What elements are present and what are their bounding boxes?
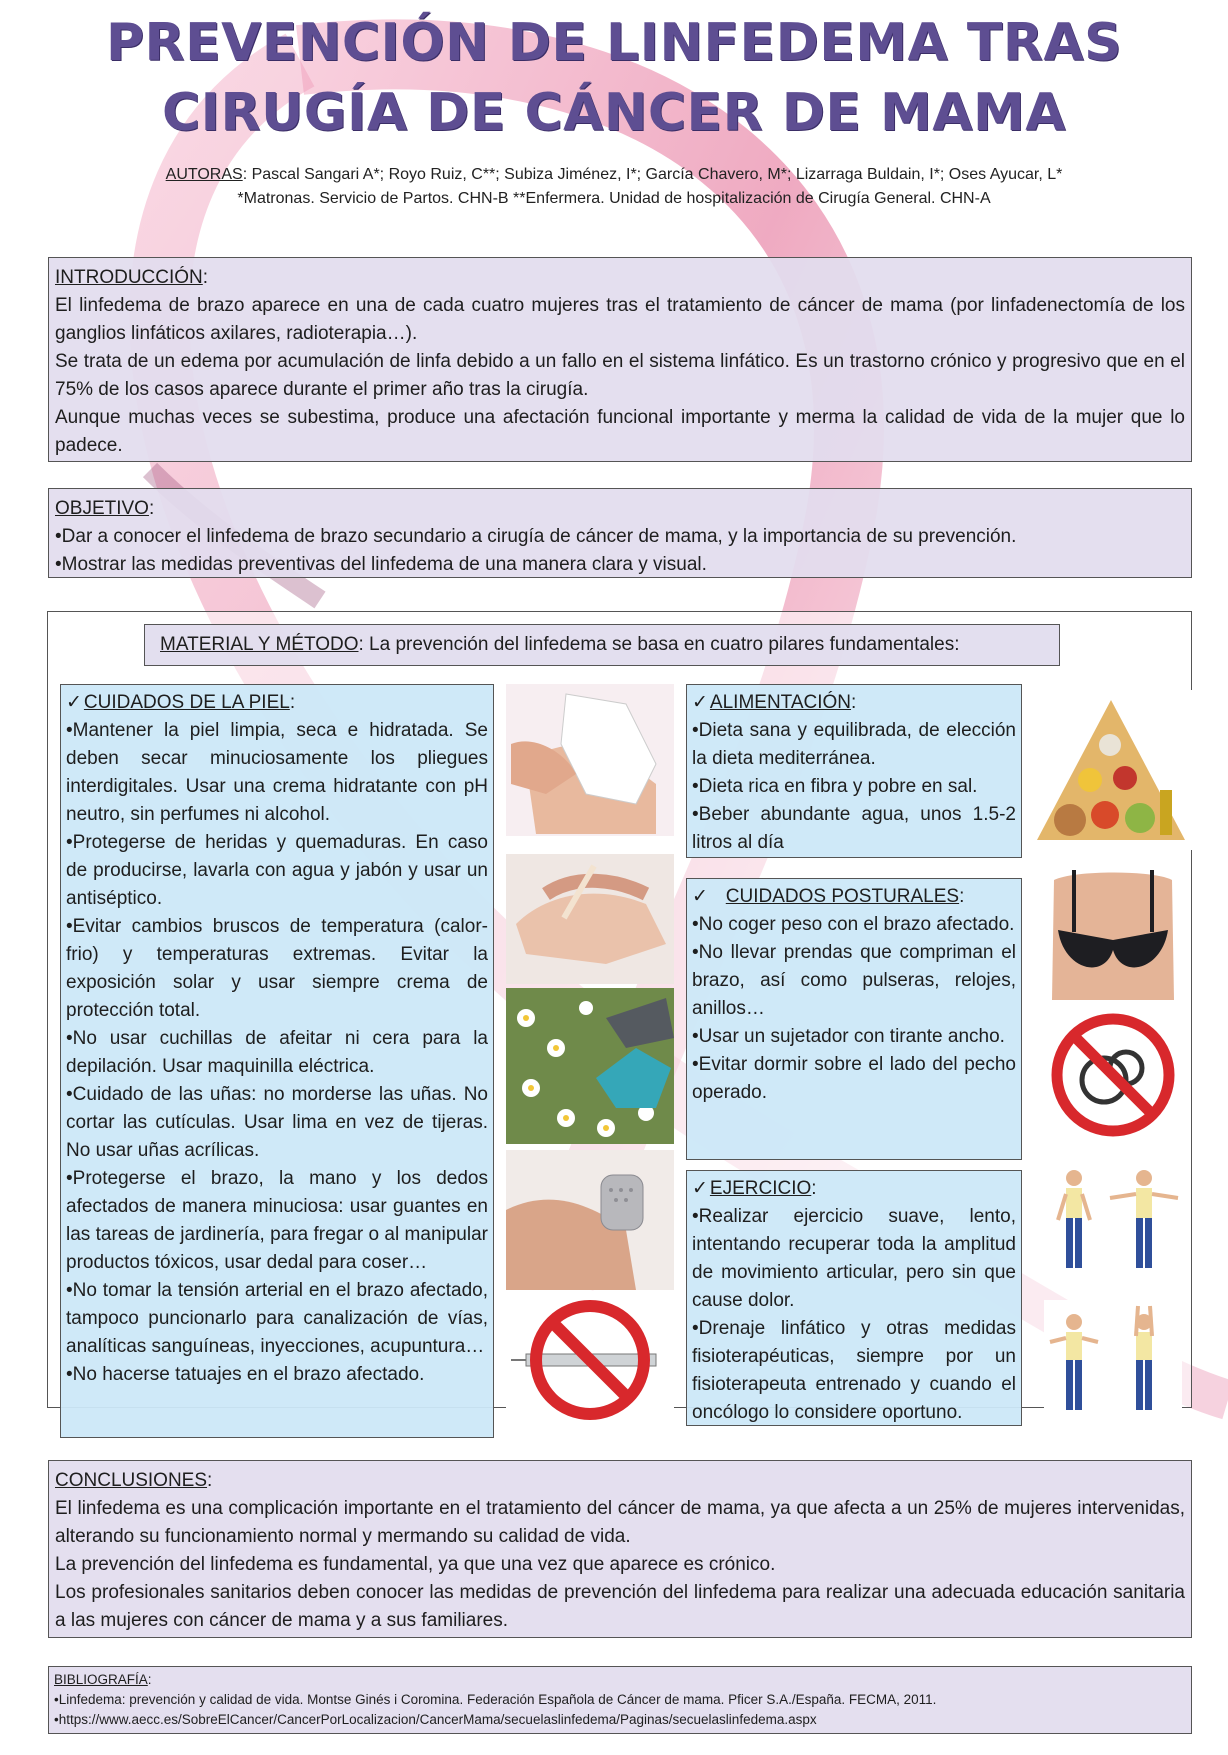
hands-towel-photo bbox=[506, 684, 674, 836]
check-icon: ✓ bbox=[692, 1178, 708, 1199]
introduccion-panel: INTRODUCCIÓN: El linfedema de brazo aparece en una de cada cuatro mujeres tras el tratamiento de cáncer de mama (por linfadenectomía de los ganglios linfáticos axilares, radioterapia…). Se trata de un edema por acumulación de linfa debido a un fallo en el sistema linfático. Es un trastorno crónico y progresivo que en el 75% de los casos aparece durante el primer año tras la cirugía. Aunque muchas veces se subestima, produce una afectación funcional importante y merma la calidad de vida de la mujer que lo padece. bbox=[48, 257, 1192, 462]
list-item: •No usar cuchillas de afeitar ni cera para la depilación. Usar maquinilla eléctrica. bbox=[66, 1028, 488, 1077]
check-icon: ✓ bbox=[692, 692, 708, 713]
arm-exercise-figures-2 bbox=[1044, 1300, 1182, 1424]
arm-exercise-figures-1 bbox=[1044, 1160, 1182, 1284]
authors-line bbox=[0, 163, 1228, 187]
bibliografia-heading: BIBLIOGRAFÍA bbox=[54, 1672, 148, 1687]
conclusiones-paragraph: El linfedema es una complicación importante en el tratamiento del cáncer de mama, ya que afecta a un 25% de mujeres intervenidas, alterando su funcionamiento normal y mermando su calidad de vida. bbox=[55, 1498, 1185, 1547]
conclusiones-paragraph: Los profesionales sanitarios deben conocer las medidas de prevención del linfedema para realizar una adecuada educación sanitaria a las mujeres con cáncer de mama y a sus familiares. bbox=[55, 1582, 1185, 1631]
introduccion-paragraph: Se trata de un edema por acumulación de linfa debido a un fallo en el sistema linfático. Es un trastorno crónico y progresivo que en el 75% de los casos aparece durante el primer año tras la cirugía. bbox=[55, 351, 1185, 400]
bibliografia-url[interactable]: •https://www.aecc.es/SobreElCancer/CancerPorLocalizacion/CancerMama/secuelaslinfedema/Paginas/secuelaslinfedema.aspx bbox=[54, 1712, 817, 1727]
list-item: •No llevar prendas que compriman el brazo, así como pulseras, relojes, anillos… bbox=[692, 942, 1016, 1019]
objetivo-heading: OBJETIVO bbox=[55, 498, 149, 519]
list-item: •Usar un sujetador con tirante ancho. bbox=[692, 1026, 1005, 1047]
cuidados-piel-panel: ✓ CUIDADOS DE LA PIEL: •Mantener la piel limpia, seca e hidratada. Se deben secar minuciosamente los pliegues interdigitales. Usar una crema hidratante con pH neutro, sin perfumes ni alcohol. •Protegerse de heridas y quemaduras. En caso de producirse, lavarla con agua y jabón y usar un antiséptico. •Evitar cambios bruscos de temperatura (calor-frio) y temperaturas extremas. Evitar la exposición solar y usar siempre crema de protección total. •No usar cuchillas de afeitar ni cera para la depilación. Usar maquinilla eléctrica. •Cuidado de las uñas: no morderse las uñas. No cortar las cutículas. Usar lima en vez de tijeras. No usar uñas acrílicas. •Protegerse el brazo, la mano y los dedos afectados de manera minuciosa: usar guantes en las tareas de jardinería, para fregar o al manipular productos tóxicos, usar dedal para coser… •No tomar la tensión arterial en el brazo afectado, tampoco puncionarlo para canalización de vías, analíticas sanguíneas, inyecciones, acupuntura… •No hacerse tatuajes en el brazo afectado. bbox=[60, 684, 494, 1438]
ejercicio-panel: ✓ EJERCICIO: •Realizar ejercicio suave, lento, intentando recuperar toda la amplitud de movimiento articular, pero sin que cause dolor. •Drenaje linfático y otras medidas fisioterapéuticas, siempre por un fisioterapeuta entrenado y cuando el oncólogo lo considere oportuno. bbox=[686, 1170, 1022, 1426]
bra-photo bbox=[1044, 870, 1182, 1000]
list-item: •Dieta rica en fibra y pobre en sal. bbox=[692, 776, 978, 797]
list-item: •Evitar cambios bruscos de temperatura (calor-frio) y temperaturas extremas. Evitar la exposición solar y usar siempre crema de protección total. bbox=[66, 916, 488, 1021]
list-item: •No hacerse tatuajes en el brazo afectado. bbox=[66, 1364, 425, 1385]
conclusiones-panel: CONCLUSIONES: El linfedema es una complicación importante en el tratamiento del cáncer de mama, ya que afecta a un 25% de mujeres intervenidas, alterando su funcionamiento normal y mermando su calidad de vida. La prevención del linfedema es fundamental, ya que una vez que aparece es crónico. Los profesionales sanitarios deben conocer las medidas de prevención del linfedema para realizar una adecuada educación sanitaria a las mujeres con cáncer de mama y a sus familiares. bbox=[48, 1460, 1192, 1638]
bibliografia-item: •Linfedema: prevención y calidad de vida. Montse Ginés i Coromina. Federación Española de Cáncer de mama. Pficer S.A./España. FECMA, 2011. bbox=[54, 1692, 937, 1707]
list-item: •Drenaje linfático y otras medidas fisioterapéuticas, siempre por un fisioterapeuta entrenado y cuando el oncólogo lo considere oportuno. bbox=[692, 1318, 1016, 1423]
bibliografia-colon: : bbox=[147, 1672, 152, 1687]
objetivo-item: •Dar a conocer el linfedema de brazo secundario a cirugía de cáncer de mama, y la importancia de su prevención. bbox=[55, 526, 1017, 547]
alimentacion-panel: ✓ ALIMENTACIÓN: •Dieta sana y equilibrada, de elección la dieta mediterránea. •Dieta rica en fibra y pobre en sal. •Beber abundante agua, unos 1.5-2 litros al día bbox=[686, 684, 1022, 858]
authors-affiliation: *Matronas. Servicio de Partos. CHN-B **Enfermera. Unidad de hospitalización de Cirugía General. CHN-A bbox=[237, 190, 991, 207]
list-item: •Mantener la piel limpia, seca e hidratada. Se deben secar minuciosamente los pliegues interdigitales. Usar una crema hidratante con pH neutro, sin perfumes ni alcohol. bbox=[66, 720, 488, 825]
list-item: •Dieta sana y equilibrada, de elección la dieta mediterránea. bbox=[692, 720, 1016, 769]
authors-label: AUTORAS bbox=[165, 166, 243, 183]
food-pyramid-photo bbox=[1030, 690, 1192, 850]
cuidados-posturales-panel: ✓ CUIDADOS POSTURALES: •No coger peso con el brazo afectado. •No llevar prendas que compriman el brazo, así como pulseras, relojes, anillos… •Usar un sujetador con tirante ancho. •Evitar dormir sobre el lado del pecho operado. bbox=[686, 878, 1022, 1160]
check-icon: ✓ bbox=[692, 886, 708, 907]
authors-names: : Pascal Sangari A*; Royo Ruiz, C**; Subiza Jiménez, I*; García Chavero, M*; Lizarraga Buldain, I*; Oses Ayucar, L* bbox=[242, 166, 1063, 183]
objetivo-panel: OBJETIVO: •Dar a conocer el linfedema de brazo secundario a cirugía de cáncer de mama, y la importancia de su prevención. •Mostrar las medidas preventivas del linfedema de una manera clara y visual. bbox=[48, 488, 1192, 578]
material-metodo-header bbox=[144, 624, 1060, 666]
no-syringe-icon bbox=[506, 1294, 674, 1424]
material-metodo-text: : La prevención del linfedema se basa en cuatro pilares fundamentales: bbox=[358, 634, 960, 655]
bibliografia-panel bbox=[48, 1666, 1192, 1734]
list-item: •Beber abundante agua, unos 1.5-2 litros al día bbox=[692, 804, 1016, 853]
conclusiones-paragraph: La prevención del linfedema es fundamental, ya que una vez que aparece es crónico. bbox=[55, 1554, 776, 1575]
poster-title-line-1: PREVENCIÓN DE LINFEDEMA TRAS bbox=[105, 13, 1123, 73]
hand-nail-file-photo bbox=[506, 854, 674, 984]
list-item: •No coger peso con el brazo afectado. bbox=[692, 914, 1015, 935]
gardening-gloves-photo bbox=[506, 988, 674, 1144]
list-item: •Realizar ejercicio suave, lento, intentando recuperar toda la amplitud de movimiento articular, pero sin que cause dolor. bbox=[692, 1206, 1016, 1311]
cuidados-piel-heading: CUIDADOS DE LA PIEL bbox=[83, 692, 290, 713]
list-item: •Protegerse el brazo, la mano y los dedos afectados de manera minuciosa: usar guantes en las tareas de jardinería, para fregar o al manipular productos tóxicos, usar dedal para coser… bbox=[66, 1168, 488, 1273]
list-item: •Protegerse de heridas y quemaduras. En caso de producirse, lavarla con agua y jabón y usar un antiséptico. bbox=[66, 832, 488, 909]
introduccion-heading: INTRODUCCIÓN bbox=[55, 267, 203, 288]
sewing-thimble-photo bbox=[506, 1150, 674, 1290]
objetivo-item: •Mostrar las medidas preventivas del linfedema de una manera clara y visual. bbox=[55, 554, 707, 575]
check-icon: ✓ bbox=[66, 692, 82, 713]
list-item: •Evitar dormir sobre el lado del pecho operado. bbox=[692, 1054, 1016, 1103]
introduccion-paragraph: El linfedema de brazo aparece en una de cada cuatro mujeres tras el tratamiento de cáncer de mama (por linfadenectomía de los ganglios linfáticos axilares, radioterapia…). bbox=[55, 295, 1185, 344]
no-rings-watch-icon bbox=[1044, 1010, 1182, 1140]
conclusiones-heading: CONCLUSIONES bbox=[55, 1470, 208, 1491]
list-item: •No tomar la tensión arterial en el brazo afectado, tampoco puncionarlo para canalización de vías, analíticas sanguíneas, inyecciones, acupuntura… bbox=[66, 1280, 488, 1357]
introduccion-paragraph: Aunque muchas veces se subestima, produce una afectación funcional importante y merma la calidad de vida de la mujer que lo padece. bbox=[55, 407, 1185, 456]
cuidados-posturales-heading: CUIDADOS POSTURALES bbox=[725, 886, 960, 907]
ejercicio-heading: EJERCICIO bbox=[709, 1178, 812, 1199]
list-item: •Cuidado de las uñas: no morderse las uñas. No cortar las cutículas. Usar lima en vez de tijeras. No usar uñas acrílicas. bbox=[66, 1084, 488, 1161]
poster-title-line-2: CIRUGÍA DE CÁNCER DE MAMA bbox=[162, 83, 1066, 143]
material-metodo-heading: MATERIAL Y MÉTODO bbox=[160, 634, 359, 655]
alimentacion-heading: ALIMENTACIÓN bbox=[709, 692, 852, 713]
